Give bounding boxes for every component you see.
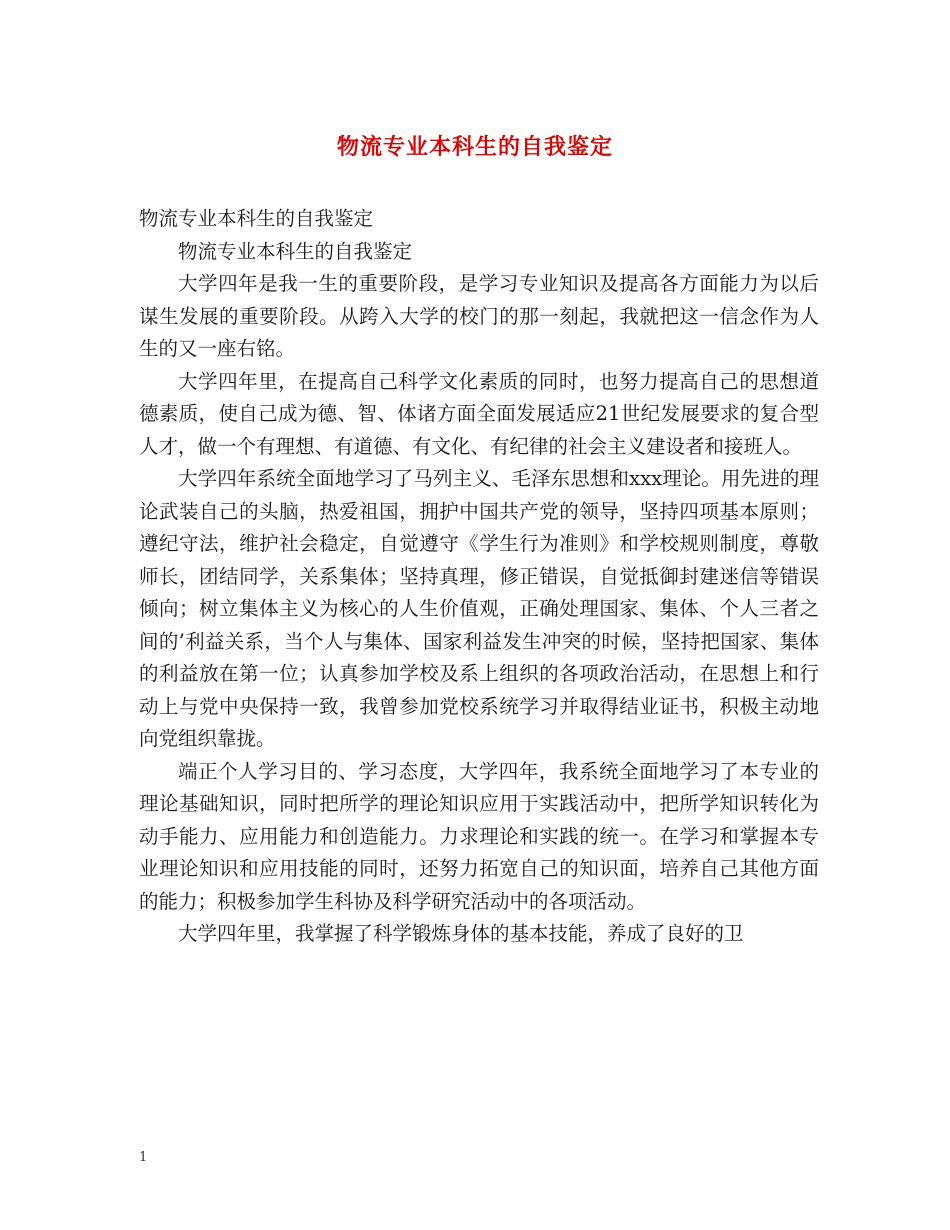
paragraph: 大学四年系统全面地学习了马列主义、毛泽东思想和xxx理论。用先进的理论武装自己的头脑，热爱祖国，拥护中国共产党的领导，坚持四项基本原则；遵纪守法，维护社会稳定，自觉遵守《学生行为准则》和学校规则制度，尊敬师长，团结同学，关系集体；坚持真理，修正错误，自觉抵御封建迷信等错误倾向；树立集体主义为核心的人生价值观，正确处理国家、集体、个人三者之间的’利益关系，当个人与集体、国家利益发生冲突的时候，坚持把国家、集体的利益放在第一位；认真参加学校及系上组织的各项政治活动，在思想上和行动上与党中央保持一致，我曾参加党校系统学习并取得结业证书，积极主动地向党组织靠拢。 [139,467,819,750]
document-body [139,203,819,951]
body-heading-line: 物流专业本科生的自我鉴定 [139,207,374,230]
document-title: 物流专业本科生的自我鉴定 [336,134,613,160]
paragraph: 大学四年里，在提高自己科学文化素质的同时，也努力提高自己的思想道德素质，使自己成为德、智、体诸方面全面发展适应21世纪发展要求的复合型人才，做一个有理想、有道德、有文化、有纪律的社会主义建设者和接班人。 [139,369,819,458]
paragraph: 物流专业本科生的自我鉴定 [178,239,413,263]
page-number: 1 [139,1150,148,1165]
paragraph: 大学四年是我一生的重要阶段，是学习专业知识及提高各方面能力为以后谋生发展的重要阶段。从跨入大学的校门的那一刻起，我就把这一信念作为人生的又一座右铭。 [139,272,819,360]
paragraph: 端正个人学习目的、学习态度，大学四年，我系统全面地学习了本专业的理论基础知识，同时把所学的理论知识应用于实践活动中，把所学知识转化为动手能力、应用能力和创造能力。力求理论和实践的统一。在学习和掌握本专业理论知识和应用技能的同时，还努力拓宽自己的知识面，培养自己其他方面的能力；积极参加学生科协及科学研究活动中的各项活动。 [139,759,819,913]
paragraph: 大学四年里，我掌握了科学锻炼身体的基本技能，养成了良好的卫 [178,922,744,945]
